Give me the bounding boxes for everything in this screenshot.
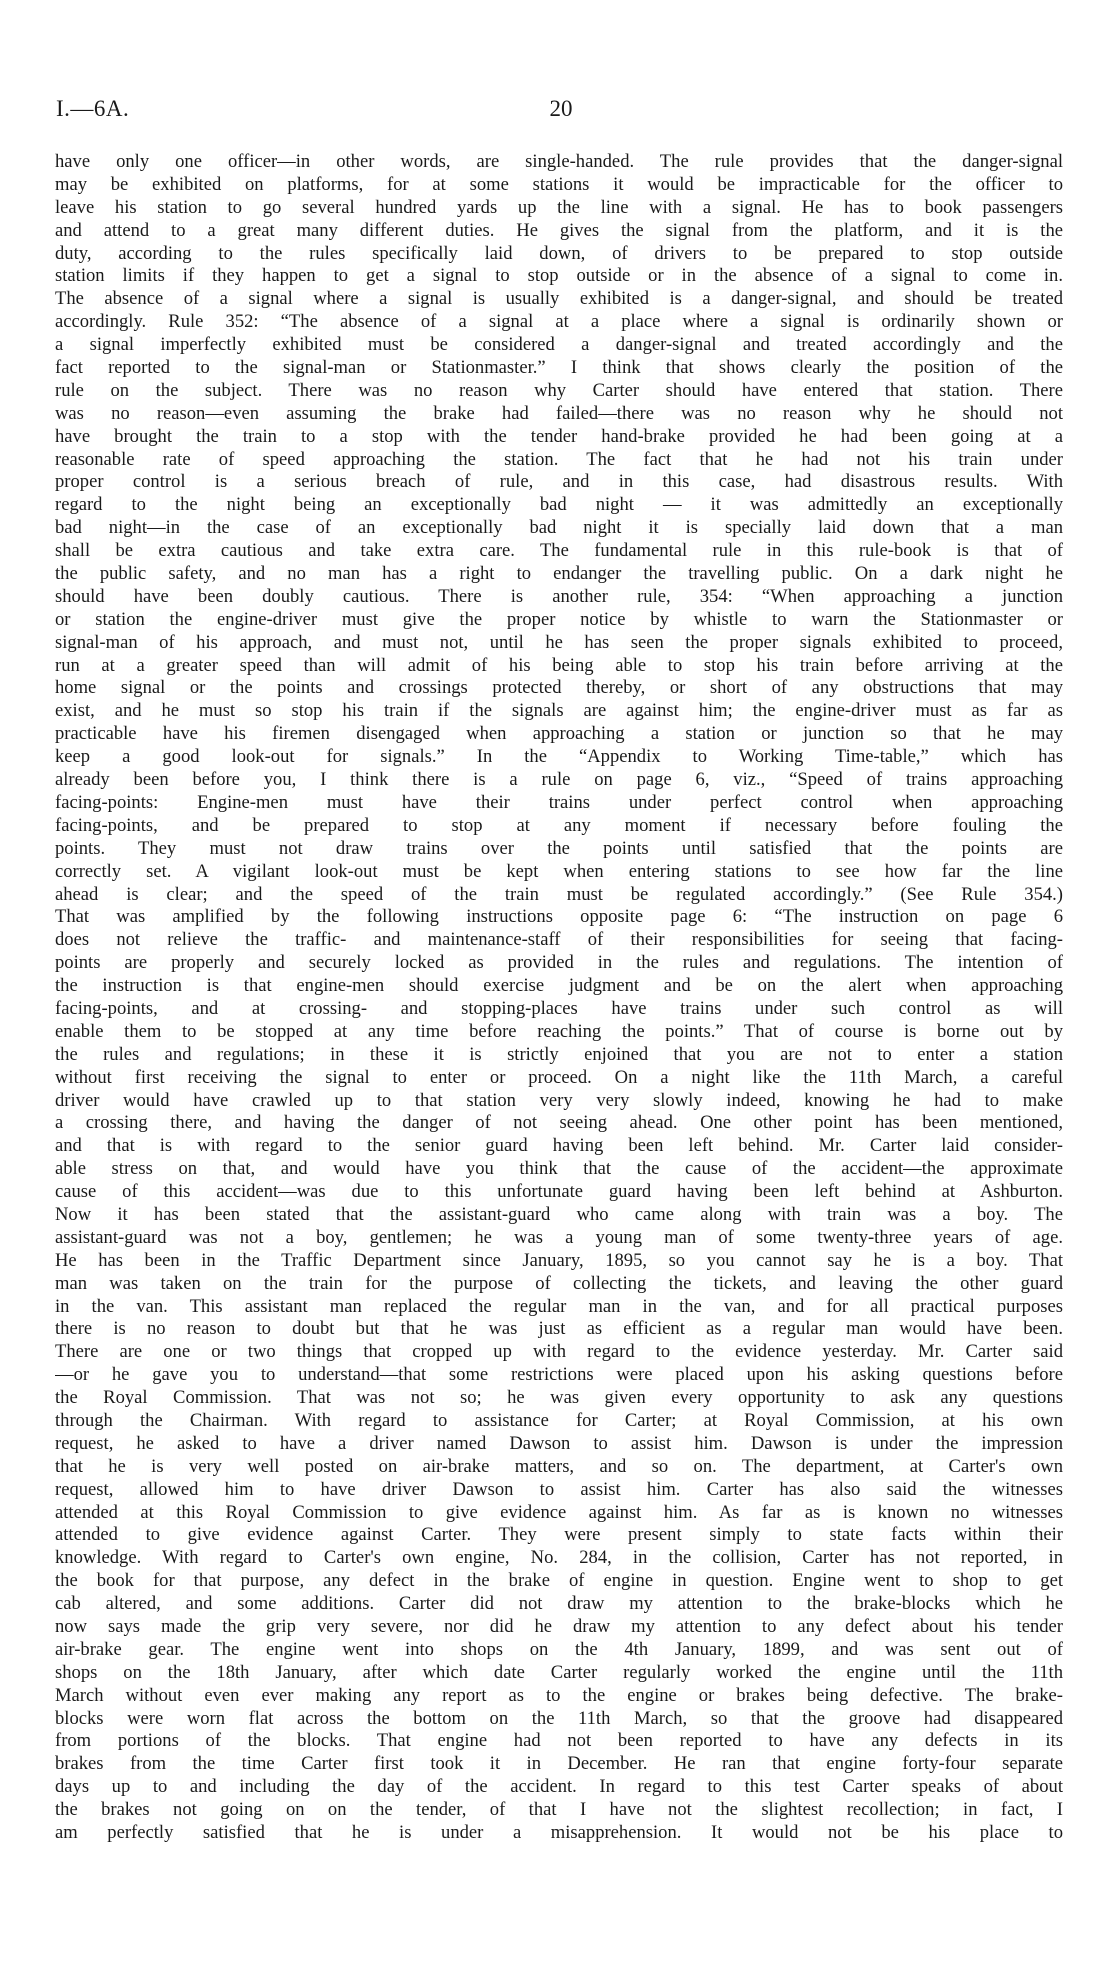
text-line: leave his station to go several hundred yards up the line with a signal. He has to book passengers — [55, 196, 1063, 218]
text-line: the rules and regulations; in these it is strictly enjoined that you are not to enter a station — [55, 1043, 1063, 1065]
text-line: cause of this accident—was due to this unfortunate guard having been left behind at Ashburton. — [55, 1181, 1063, 1203]
text-line: now says made the grip very severe, nor did he draw my attention to any defect about his tender — [55, 1616, 1063, 1637]
text-line: air-brake gear. The engine went into shops on the 4th January, 1899, and was sent out of — [55, 1638, 1063, 1660]
text-line: from portions of the blocks. That engine had not been reported to have any defects in its — [55, 1730, 1063, 1752]
text-line: assistant-guard was not a boy, gentlemen; he was a young man of some twenty-three years of age. — [55, 1226, 1063, 1248]
text-line: a signal imperfectly exhibited must be considered a danger-signal and treated accordingly and the — [55, 334, 1063, 356]
text-line: facing-points: Engine-men must have their trains under perfect control when approaching — [55, 791, 1063, 813]
text-line: the instruction is that engine-men should exercise judgment and be on the alert when approaching — [55, 975, 1063, 997]
text-line: points. They must not draw trains over the points until satisfied that the points are — [55, 837, 1063, 859]
text-line: man was taken on the train for the purpose of collecting the tickets, and leaving the other guard — [55, 1272, 1063, 1294]
body-text — [55, 151, 1063, 1845]
text-line: signal-man of his approach, and must not, until he has seen the proper signals exhibited to proceed, — [55, 631, 1063, 653]
text-line: March without even ever making any report as to the engine or brakes being defective. The brake- — [55, 1684, 1063, 1706]
text-line: regard to the night being an exceptionally bad night — it was admittedly an exceptionally — [55, 494, 1063, 516]
text-line: was no reason—even assuming the brake had failed—there was no reason why he should not — [55, 402, 1063, 424]
text-line: does not relieve the traffic- and maintenance-staff of their responsibilities for seeing that facing- — [55, 929, 1063, 951]
text-line: a crossing there, and having the danger of not seeing ahead. One other point has been mentioned, — [55, 1112, 1063, 1134]
text-line: ahead is clear; and the speed of the train must be regulated accordingly.” (See Rule 354.) — [55, 883, 1063, 905]
text-line: keep a good look-out for signals.” In the “Appendix to Working Time-table,” which has — [55, 746, 1063, 768]
page-number: 20 — [549, 96, 573, 121]
text-line: in the van. This assistant man replaced the regular man in the van, and for all practical purposes — [55, 1295, 1063, 1317]
text-line: brakes from the time Carter first took it in December. He ran that engine forty-four separate — [55, 1753, 1063, 1775]
text-line: request, allowed him to have driver Dawson to assist him. Carter has also said the witnesses — [55, 1478, 1063, 1500]
text-line: the brakes not going on on the tender, of that I have not the slightest recollection; in fact, I — [55, 1799, 1063, 1821]
text-line: bad night—in the case of an exceptionally bad night it is specially laid down that a man — [55, 517, 1063, 539]
text-line: and that is with regard to the senior guard having been left behind. Mr. Carter laid consider- — [55, 1135, 1063, 1157]
text-line: have only one officer—in other words, are single-handed. The rule provides that the danger-signal — [55, 151, 1063, 172]
text-line: fact reported to the signal-man or Stationmaster.” I think that shows clearly the position of the — [55, 357, 1063, 379]
text-line: knowledge. With regard to Carter's own engine, No. 284, in the collision, Carter has not reported, in — [55, 1547, 1063, 1569]
text-line: am perfectly satisfied that he is under a misapprehension. It would not be his place to — [55, 1822, 1063, 1844]
page-header — [56, 96, 1066, 136]
text-line: home signal or the points and crossings protected thereby, or short of any obstructions that may — [55, 677, 1063, 699]
text-line: may be exhibited on platforms, for at some stations it would be impracticable for the officer to — [55, 173, 1063, 195]
text-line: reasonable rate of speed approaching the station. The fact that he had not his train under — [55, 448, 1063, 470]
text-line: exist, and he must so stop his train if the signals are against him; the engine-driver must as far as — [55, 700, 1063, 722]
text-line: —or he gave you to understand—that some restrictions were placed upon his asking questions before — [55, 1364, 1063, 1386]
text-line: or station the engine-driver must give the proper notice by whistle to warn the Stationmaster or — [55, 608, 1063, 630]
text-line: and attend to a great many different duties. He gives the signal from the platform, and it is the — [55, 219, 1063, 241]
text-line: have brought the train to a stop with the tender hand-brake provided he had been going at a — [55, 425, 1063, 447]
text-line: through the Chairman. With regard to assistance for Carter; at Royal Commission, at his own — [55, 1409, 1063, 1431]
text-line: There are one or two things that cropped up with regard to the evidence yesterday. Mr. Carter said — [55, 1341, 1063, 1363]
text-line: duty, according to the rules specifically laid down, of drivers to be prepared to stop outside — [55, 242, 1063, 264]
text-line: shops on the 18th January, after which date Carter regularly worked the engine until the 11th — [55, 1661, 1063, 1683]
text-line: Now it has been stated that the assistant-guard who came along with train was a boy. The — [55, 1203, 1063, 1225]
text-line: driver would have crawled up to that station very very slowly indeed, knowing he had to make — [55, 1089, 1063, 1111]
text-line: that he is very well posted on air-brake matters, and so on. The department, at Carter's own — [55, 1455, 1063, 1477]
text-line: blocks were worn flat across the bottom on the 11th March, so that the groove had disappeared — [55, 1707, 1063, 1729]
text-line: request, he asked to have a driver named Dawson to assist him. Dawson is under the impression — [55, 1432, 1063, 1454]
text-line: the public safety, and no man has a right to endanger the travelling public. On a dark night he — [55, 563, 1063, 585]
text-line: practicable have his firemen disengaged when approaching a station or junction so that he may — [55, 723, 1063, 745]
text-line: points are properly and securely locked as provided in the rules and regulations. The intention of — [55, 952, 1063, 974]
text-line: proper control is a serious breach of rule, and in this case, had disastrous results. With — [55, 471, 1063, 493]
text-line: He has been in the Traffic Department since January, 1895, so you cannot say he is a boy. That — [55, 1249, 1063, 1271]
document-reference: I.—6A. — [56, 96, 130, 121]
text-line: cab altered, and some additions. Carter did not draw my attention to the brake-blocks which he — [55, 1593, 1063, 1615]
text-line: accordingly. Rule 352: “The absence of a signal at a place where a signal is ordinarily shown or — [55, 311, 1063, 333]
text-line: already been before you, I think there is a rule on page 6, viz., “Speed of trains approaching — [55, 769, 1063, 791]
text-line: the book for that purpose, any defect in the brake of engine in question. Engine went to shop to get — [55, 1570, 1063, 1592]
text-line: rule on the subject. There was no reason why Carter should have entered that station. There — [55, 379, 1063, 401]
text-line: facing-points, and be prepared to stop at any moment if necessary before fouling the — [55, 814, 1063, 836]
text-line: without first receiving the signal to enter or proceed. On a night like the 11th March, a careful — [55, 1066, 1063, 1088]
text-line: That was amplified by the following instructions opposite page 6: “The instruction on page 6 — [55, 906, 1063, 928]
text-line: run at a greater speed than will admit of his being able to stop his train before arriving at the — [55, 654, 1063, 676]
text-line: The absence of a signal where a signal is usually exhibited is a danger-signal, and should be treated — [55, 288, 1063, 310]
text-line: able stress on that, and would have you think that the cause of the accident—the approximate — [55, 1158, 1063, 1180]
text-line: the Royal Commission. That was not so; he was given every opportunity to ask any questions — [55, 1387, 1063, 1409]
text-line: facing-points, and at crossing- and stopping-places have trains under such control as will — [55, 997, 1063, 1019]
text-line: attended to give evidence against Carter. They were present simply to state facts within their — [55, 1524, 1063, 1546]
text-line: should have been doubly cautious. There is another rule, 354: “When approaching a junction — [55, 585, 1063, 607]
text-line: correctly set. A vigilant look-out must be kept when entering stations to see how far the line — [55, 860, 1063, 882]
text-line: station limits if they happen to get a signal to stop outside or in the absence of a signal to come in. — [55, 265, 1063, 287]
text-line: enable them to be stopped at any time before reaching the points.” That of course is borne out by — [55, 1020, 1063, 1042]
text-line: there is no reason to doubt but that he was just as efficient as a regular man would have been. — [55, 1318, 1063, 1340]
text-line: days up to and including the day of the accident. In regard to this test Carter speaks of about — [55, 1776, 1063, 1798]
text-line: attended at this Royal Commission to give evidence against him. As far as is known no witnesses — [55, 1501, 1063, 1523]
text-line: shall be extra cautious and take extra care. The fundamental rule in this rule-book is that of — [55, 540, 1063, 562]
